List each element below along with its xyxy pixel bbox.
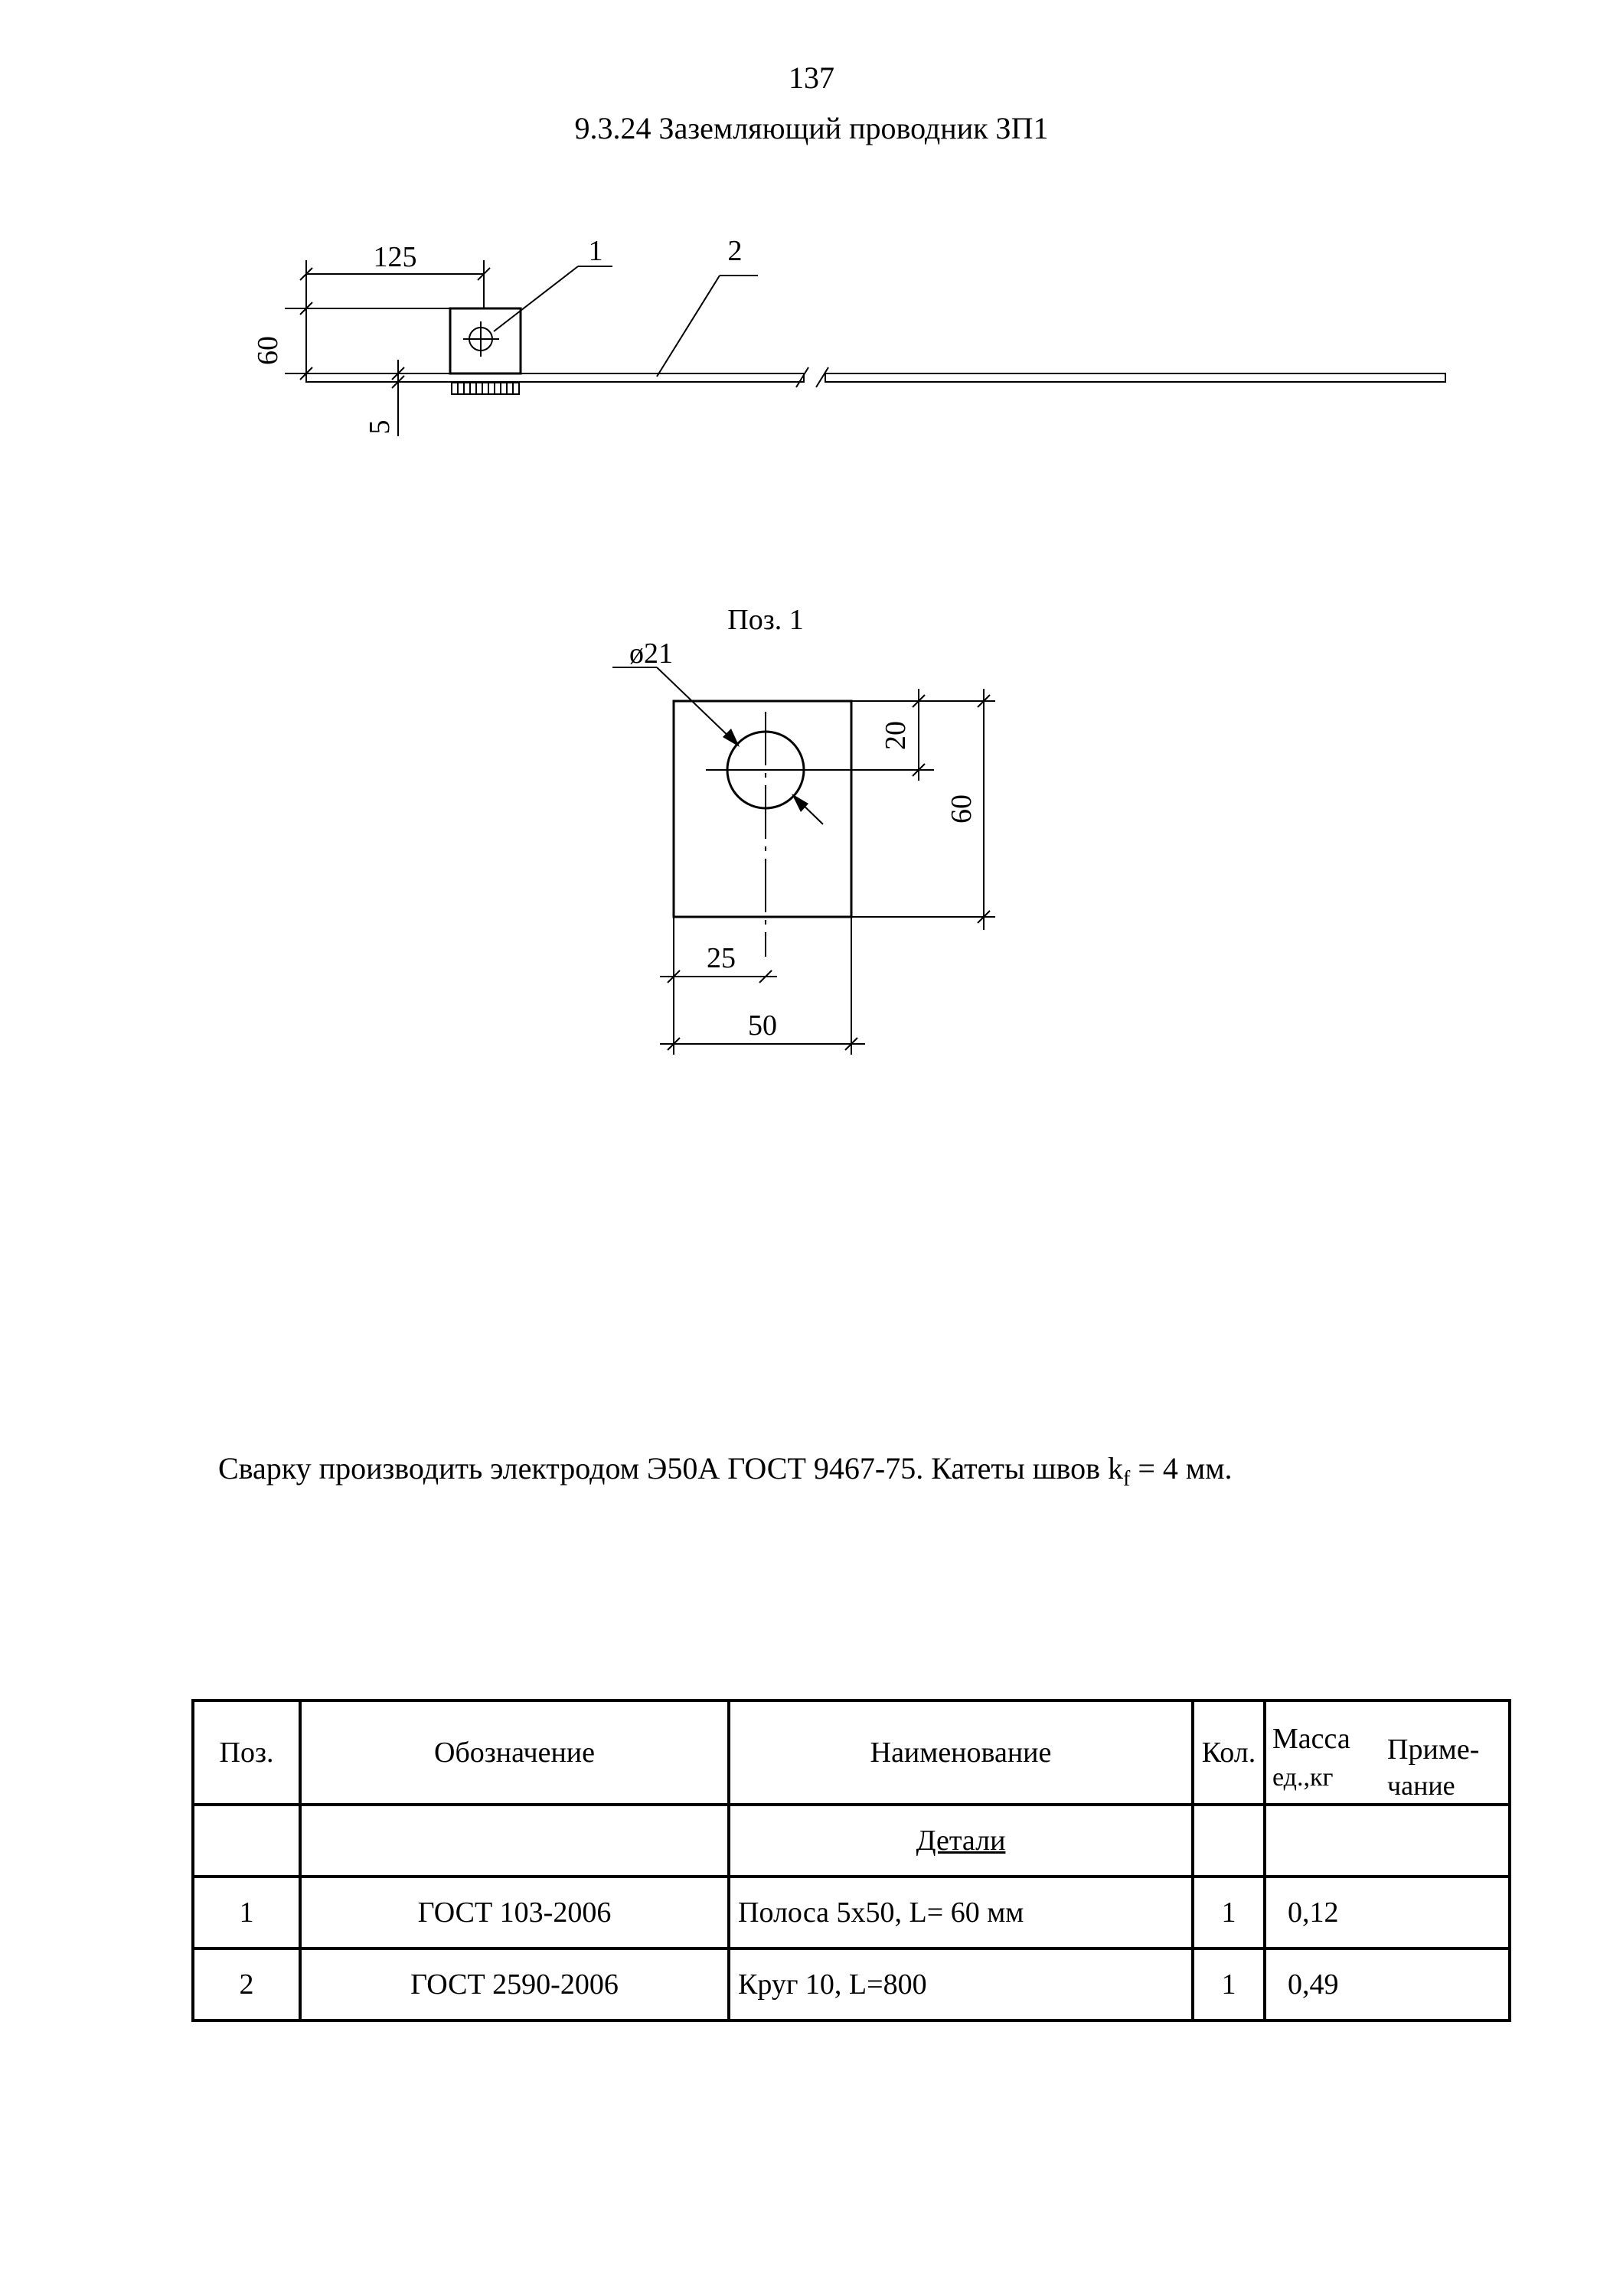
diameter-leader <box>657 667 733 741</box>
detail-caption: Поз. 1 <box>727 604 804 636</box>
welding-note-end: = 4 мм. <box>1130 1451 1233 1486</box>
dim-label-5: 5 <box>364 419 396 435</box>
row-pos: 1 <box>193 1877 300 1949</box>
header-mass-line2: ед.,кг <box>1272 1763 1334 1792</box>
specification-table <box>191 1699 1511 2022</box>
header-qty: Кол. <box>1193 1701 1265 1805</box>
dim-label-diameter: ø21 <box>629 638 673 670</box>
detail-view-pos1 <box>612 604 995 1055</box>
welding-note-subscript: f <box>1123 1467 1131 1491</box>
header-mass-line1: Масса <box>1272 1723 1350 1755</box>
welding-note-main: Сварку производить электродом Э50А ГОСТ 9467-75. Катеты швов k <box>218 1451 1123 1486</box>
leader-line-2 <box>657 276 720 377</box>
dim-label-25: 25 <box>707 942 736 974</box>
table-header-row <box>193 1701 1510 1805</box>
header-note <box>1380 1701 1510 1805</box>
main-view <box>252 235 1445 436</box>
header-note-line2: чание <box>1387 1770 1455 1801</box>
row-qty: 1 <box>1193 1877 1265 1949</box>
section-cell-designation <box>300 1805 729 1877</box>
header-note-line1: Приме- <box>1387 1733 1480 1766</box>
dim-label-50: 50 <box>748 1009 777 1042</box>
dim-label-20: 20 <box>880 721 912 750</box>
row-qty: 1 <box>1193 1949 1265 2020</box>
welding-note <box>218 1450 1233 1492</box>
header-name: Наименование <box>729 1701 1193 1805</box>
header-mass <box>1265 1701 1380 1805</box>
header-pos: Поз. <box>193 1701 300 1805</box>
leader-label-1: 1 <box>588 235 603 267</box>
rod-right-part <box>825 373 1445 382</box>
row-note <box>1380 1877 1510 1949</box>
row-mass: 0,12 <box>1265 1877 1380 1949</box>
table-row <box>193 1949 1510 2020</box>
table-row <box>193 1877 1510 1949</box>
page-title: 9.3.24 Заземляющий проводник ЗП1 <box>574 111 1049 145</box>
section-cell-pos <box>193 1805 300 1877</box>
weld-symbol <box>452 383 519 394</box>
row-designation: ГОСТ 2590-2006 <box>300 1949 729 2020</box>
dim-60-main <box>285 302 450 380</box>
diameter-arrow-2 <box>792 794 808 812</box>
dim-125 <box>300 260 490 373</box>
diameter-arrow-1 <box>723 729 740 747</box>
row-name: Круг 10, L=800 <box>729 1949 1193 2020</box>
leader-line-1 <box>494 266 578 331</box>
dim-label-60-main: 60 <box>252 336 284 365</box>
header-designation: Обозначение <box>300 1701 729 1805</box>
section-cell-qty <box>1193 1805 1265 1877</box>
leader-label-2: 2 <box>727 235 743 267</box>
page-number: 137 <box>789 60 834 95</box>
row-name: Полоса 5х50, L= 60 мм <box>729 1877 1193 1949</box>
break-mark-left <box>796 367 808 387</box>
dim-label-125: 125 <box>373 241 417 273</box>
break-mark-right <box>816 367 828 387</box>
row-note <box>1380 1949 1510 2020</box>
section-title: Детали <box>729 1805 1193 1877</box>
rod-left-part <box>306 373 804 382</box>
row-designation: ГОСТ 103-2006 <box>300 1877 729 1949</box>
row-mass: 0,49 <box>1265 1949 1380 2020</box>
dim-label-60-detail: 60 <box>945 794 978 823</box>
section-cell-rest <box>1265 1805 1510 1877</box>
row-pos: 2 <box>193 1949 300 2020</box>
table-section-row <box>193 1805 1510 1877</box>
